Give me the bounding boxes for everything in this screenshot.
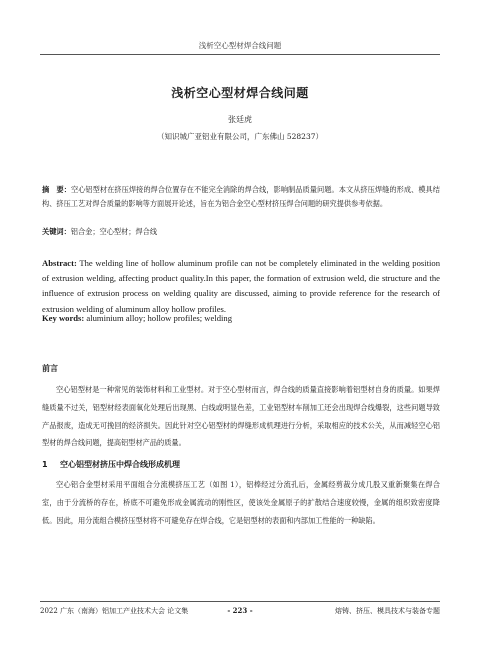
- footer-page-number: - 223 -: [227, 606, 253, 615]
- abstract-chinese-label: 摘 要：: [42, 185, 71, 194]
- abstract-english-text: The welding line of hollow aluminum profile can not be completely eliminated in the welding position of extrusion welding, affecting product quality.In this paper, the formation of extrusion weld, die structure and the influence of extrusion process on welding quality are discussed, aiming to provide reference for the research of extrusion welding of aluminum alloy hollow profiles.: [42, 258, 440, 314]
- keywords-chinese-label: 关键词：: [42, 227, 71, 236]
- abstract-english-label: Abstract:: [42, 258, 77, 268]
- footer-conference: 2022 广东（南海）铝加工产业技术大会 论文集: [40, 607, 189, 615]
- keywords-english: [42, 312, 440, 325]
- abstract-chinese-text: 空心铝型材在挤压焊接的焊合位置存在不能完全消除的焊合线，影响制品质量问题。本文从挤压焊缝的形成、模具结构、挤压工艺对焊合质量的影响等方面展开论述，旨在为铝合金空心型材挤压焊合问题的研究提供参考依据。: [42, 185, 440, 208]
- keywords-english-label: Key words:: [42, 313, 85, 323]
- abstract-english: [42, 256, 440, 317]
- keywords-english-text: aluminium alloy; hollow profiles; welding: [84, 313, 232, 323]
- section-1-paragraph: 空心铝合金型材采用平面组合分流模挤压工艺（如图 1），铝棒经过分流孔后，金属经剪裁分成几股又重新聚集在焊合室，由于分流桥的存在，桥底不可避免形成金属流动的刚性区，使该处金属原子的扩散结合速度较慢，金属的组织致密度降低。因此，用分流组合模挤压型材将不可避免存在焊合线，它是铝型材的表面和内部加工性能的一种缺陷。: [42, 480, 440, 525]
- intro-paragraph: 空心铝型材是一种常见的装饰材料和工业型材。对于空心型材而言，焊合线的质量直接影响着铝型材自身的质量。如果焊缝质量不过关，铝型材经表面氧化处理后出现黑、白线或明显色差，工业铝型材车削加工还会出现焊合线爆裂，这些问题导致产品报废，造成无可挽回的经济损失。因此针对空心铝型材的焊缝形成机理进行分析，采取相应的技术公关，从而减轻空心铝型材的焊合线问题，提高铝型材产品的质量。: [42, 385, 440, 448]
- section-1-title: 空心铝型材挤压中焊合线形成机理: [60, 460, 180, 469]
- footer-topic: 熔铸、挤压、模具技术与装备专题: [335, 607, 440, 615]
- section-1-heading: [42, 459, 180, 470]
- author-name: 张廷虎: [228, 115, 252, 124]
- running-header: 浅析空心型材焊合线问题: [40, 40, 440, 55]
- author-affiliation: （知识城广亚铝业有限公司，广东佛山 528237）: [156, 132, 323, 141]
- intro-heading: 前言: [42, 364, 58, 373]
- page-footer: [40, 601, 440, 617]
- abstract-chinese: [42, 183, 440, 210]
- keywords-chinese-text: 铝合金；空心型材；焊合线: [70, 227, 158, 236]
- paper-title: 浅析空心型材焊合线问题: [171, 86, 309, 100]
- section-1-number: 1: [42, 460, 48, 469]
- keywords-chinese: [42, 225, 440, 238]
